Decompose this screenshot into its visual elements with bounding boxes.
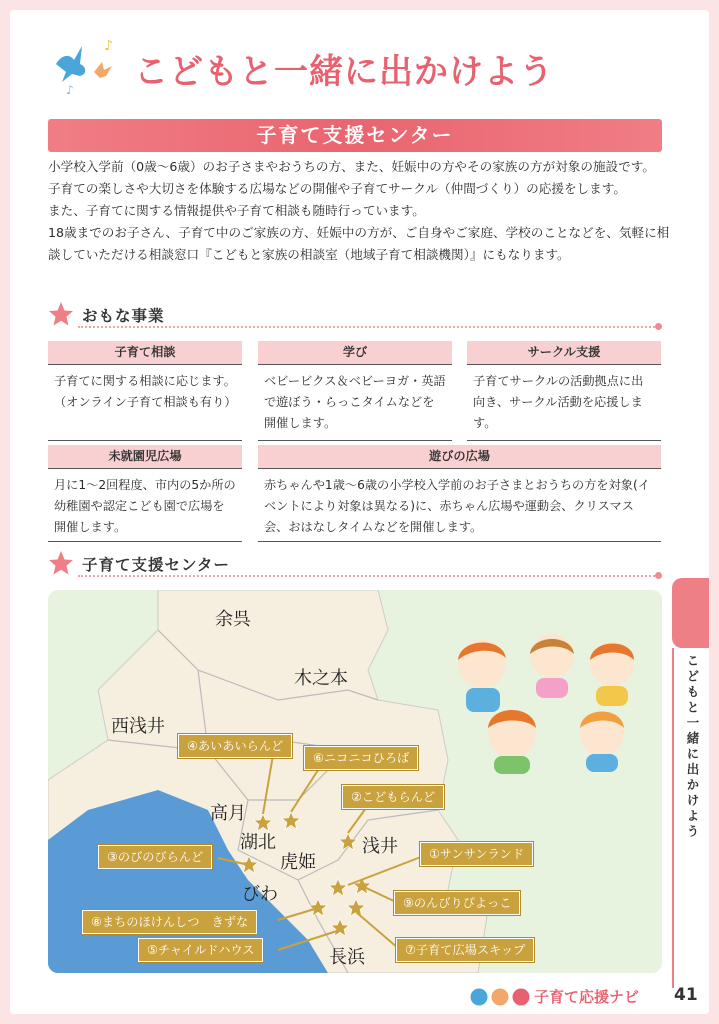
center-star-icon xyxy=(254,814,272,831)
child-face-icon xyxy=(590,642,634,706)
place-label: 湖北 xyxy=(240,832,276,853)
page-title: こどもと一緒に出かけよう xyxy=(134,52,554,92)
dotted-divider xyxy=(78,575,658,577)
center-star-icon xyxy=(347,899,365,916)
child-face-icon xyxy=(530,634,574,698)
service-title: 遊びの広場 xyxy=(258,445,661,469)
center-label: ③のびのびらんど xyxy=(98,845,212,869)
svg-text:♪: ♪ xyxy=(104,38,113,54)
service-box xyxy=(467,341,661,441)
service-title: 学び xyxy=(258,341,452,365)
divider-dot xyxy=(655,572,662,579)
dotted-divider xyxy=(78,326,658,328)
center-label: ②こどもらんど xyxy=(342,785,444,809)
place-label: 虎姫 xyxy=(280,852,316,873)
divider-dot xyxy=(655,323,662,330)
center-star-icon xyxy=(339,833,357,850)
service-box xyxy=(48,445,242,542)
service-box xyxy=(258,445,661,542)
child-face-icon xyxy=(458,640,506,712)
child-face-icon xyxy=(488,710,536,774)
orange-bird-icon xyxy=(94,62,112,78)
service-body: 子育てサークルの活動拠点に出向き、サークル活動を応援します。 xyxy=(467,365,661,441)
place-label: 浅井 xyxy=(362,836,398,857)
center-label: ⑧まちのほけんしつ きずな xyxy=(82,910,257,934)
section-heading-map xyxy=(48,553,662,575)
section-title: おもな事業 xyxy=(82,307,165,325)
center-label: ⑨のんびりぴよっこ xyxy=(394,891,520,915)
children-illustration xyxy=(442,624,642,774)
service-title: 未就園児広場 xyxy=(48,445,242,469)
place-label: 西浅井 xyxy=(111,716,165,737)
footer-logo-icon xyxy=(470,987,532,1007)
center-label: ④あいあいらんど xyxy=(178,734,292,758)
center-label: ⑤チャイルドハウス xyxy=(138,938,263,962)
section-title: 子育て支援センター xyxy=(82,556,230,574)
star-icon xyxy=(48,550,74,576)
center-label: ⑦子育て広場スキップ xyxy=(396,938,534,962)
child-face-icon xyxy=(580,712,624,773)
service-title: 子育て相談 xyxy=(48,341,242,365)
service-body: 子育てに関する相談に応じます。（オンライン子育て相談も有り） xyxy=(48,365,242,441)
area-map xyxy=(48,590,662,973)
service-title: サークル支援 xyxy=(467,341,661,365)
place-label: びわ xyxy=(242,884,278,905)
center-star-icon xyxy=(331,919,349,936)
intro-text xyxy=(48,156,670,266)
service-body: 赤ちゃんや1歳〜6歳の小学校入学前のお子さまとおうちの方を対象(イベントにより対象は異なる)に、赤ちゃん広場や運動会、クリスマス会、おはなしタイムなどを開催します。 xyxy=(258,469,661,542)
center-label: ⑥ニコニコひろば xyxy=(304,746,418,770)
center-star-icon xyxy=(329,879,347,896)
intro-line: 小学校入学前（0歳〜6歳）のお子さまやおうちの方、また、妊娠中の方やその家族の方が対象の施設です。 xyxy=(48,159,655,174)
intro-line: 18歳までのお子さん、子育て中のご家族の方、妊娠中の方が、ご自身やご家庭、学校のことなどを、気軽に相談していただける相談窓口『こどもと家族の相談室（地域子育て相談機関）』にもなります。 xyxy=(48,225,670,262)
center-banner: 子育て支援センター xyxy=(48,119,662,152)
service-box xyxy=(258,341,452,441)
place-label: 木之本 xyxy=(294,668,348,689)
chapter-tab xyxy=(672,578,709,648)
service-body: 月に1〜2回程度、市内の5か所の幼稚園や認定こども園で広場を開催します。 xyxy=(48,469,242,542)
page-number: 41 xyxy=(674,985,698,1005)
blue-bird-icon xyxy=(56,46,85,82)
publication-name: 子育て応援ナビ xyxy=(534,988,640,1006)
chapter-label: こどもと一緒に出かけよう xyxy=(685,654,700,840)
center-label: ①サンサンランド xyxy=(420,842,533,866)
bird-music-illustration xyxy=(52,36,132,98)
intro-line: また、子育てに関する情報提供や子育て相談も随時行っています。 xyxy=(48,203,425,218)
place-label: 長浜 xyxy=(329,947,365,968)
service-body: ベビービクス＆ベビーヨガ・英語で遊ぼう・らっこタイムなどを開催します。 xyxy=(258,365,452,441)
center-star-icon xyxy=(282,812,300,829)
place-label: 高月 xyxy=(210,803,246,824)
place-label: 余呉 xyxy=(215,609,251,630)
star-icon xyxy=(48,301,74,327)
section-heading-services xyxy=(48,304,662,326)
svg-text:♪: ♪ xyxy=(66,83,74,97)
service-box xyxy=(48,341,242,441)
intro-line: 子育ての楽しさや大切さを体験する広場などの開催や子育てサークル（仲間づくり）の応援をします。 xyxy=(48,181,626,196)
chapter-line xyxy=(672,648,674,988)
center-star-icon xyxy=(309,899,327,916)
